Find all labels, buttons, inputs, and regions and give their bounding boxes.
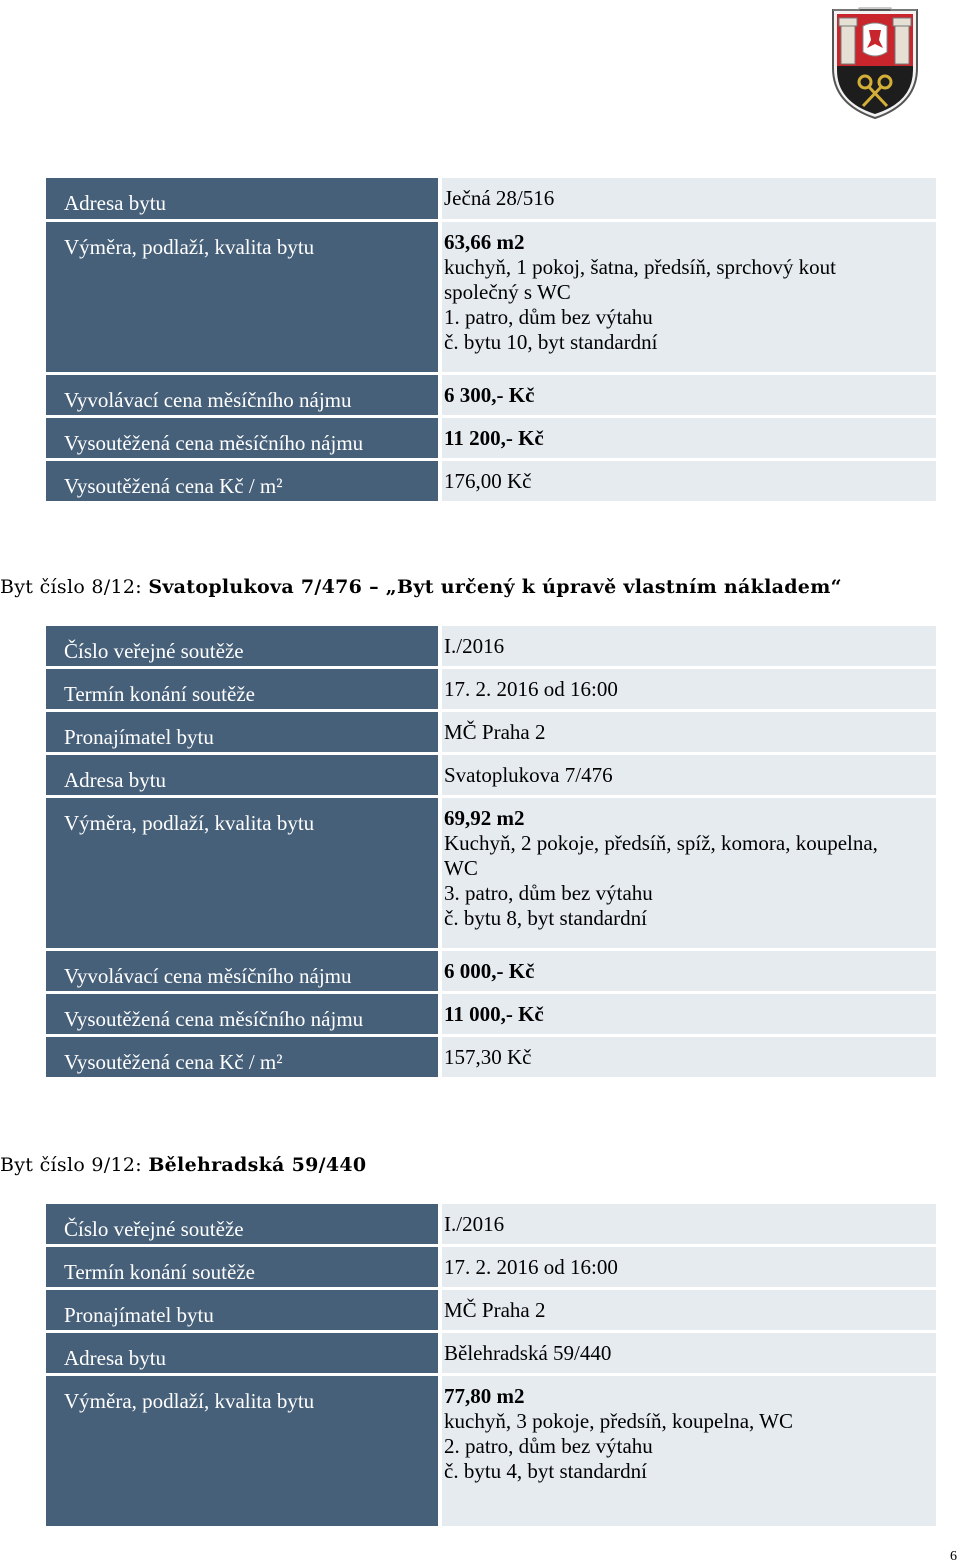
value-line: Bělehradská 59/440 xyxy=(444,1341,612,1365)
row-value xyxy=(442,1247,936,1287)
value-line: 2. patro, dům bez výtahu xyxy=(444,1434,653,1458)
info-row xyxy=(46,1290,936,1330)
info-row xyxy=(46,1247,936,1287)
row-label: Výměra, podlaží, kvalita bytu xyxy=(46,798,438,948)
value-line: kuchyň, 1 pokoj, šatna, předsíň, sprchový kout xyxy=(444,255,836,279)
row-label: Výměra, podlaží, kvalita bytu xyxy=(46,222,438,372)
value-line: 6 000,- Kč xyxy=(444,959,535,983)
value-line: kuchyň, 3 pokoje, předsíň, koupelna, WC xyxy=(444,1409,793,1433)
row-label: Vyvolávací cena měsíčního nájmu xyxy=(46,375,438,415)
page-number: 6 xyxy=(950,1549,957,1564)
apartment-info-table-1 xyxy=(46,175,936,504)
value-line: 17. 2. 2016 od 16:00 xyxy=(444,1255,618,1279)
row-value xyxy=(442,951,936,991)
info-row xyxy=(46,755,936,795)
value-line: 17. 2. 2016 od 16:00 xyxy=(444,677,618,701)
row-label: Vysoutěžená cena Kč / m² xyxy=(46,1037,438,1077)
row-value xyxy=(442,461,936,501)
row-label: Pronajímatel bytu xyxy=(46,1290,438,1330)
row-value xyxy=(442,994,936,1034)
value-line: WC xyxy=(444,856,478,880)
info-row xyxy=(46,222,936,372)
row-value xyxy=(442,222,936,372)
info-row xyxy=(46,1037,936,1077)
row-label: Číslo veřejné soutěže xyxy=(46,1204,438,1244)
row-value xyxy=(442,178,936,219)
value-line: 63,66 m2 xyxy=(444,230,525,254)
apartment-info-table-2 xyxy=(46,623,936,1080)
row-label: Vysoutěžená cena Kč / m² xyxy=(46,461,438,501)
info-row xyxy=(46,951,936,991)
row-value xyxy=(442,798,936,948)
heading-prefix: Byt číslo 9/12: xyxy=(0,1154,149,1176)
value-line: 69,92 m2 xyxy=(444,806,525,830)
value-line: 157,30 Kč xyxy=(444,1045,532,1069)
row-value xyxy=(442,626,936,666)
value-line: 11 200,- Kč xyxy=(444,426,544,450)
coat-of-arms-icon xyxy=(829,6,921,120)
heading-title: Svatoplukova 7/476 – „Byt určený k úpravě vlastním nákladem“ xyxy=(148,576,842,598)
row-label: Adresa bytu xyxy=(46,755,438,795)
info-row xyxy=(46,178,936,219)
row-value xyxy=(442,1037,936,1077)
value-line: 176,00 Kč xyxy=(444,469,532,493)
value-line: 11 000,- Kč xyxy=(444,1002,544,1026)
value-line: Kuchyň, 2 pokoje, předsíň, spíž, komora, koupelna, xyxy=(444,831,878,855)
row-value xyxy=(442,669,936,709)
info-row xyxy=(46,712,936,752)
row-label: Vysoutěžená cena měsíčního nájmu xyxy=(46,994,438,1034)
row-value xyxy=(442,1204,936,1244)
apartment-info-table-3 xyxy=(46,1201,936,1529)
row-label: Číslo veřejné soutěže xyxy=(46,626,438,666)
info-row xyxy=(46,375,936,415)
heading-prefix: Byt číslo 8/12: xyxy=(0,576,149,598)
value-line: MČ Praha 2 xyxy=(444,1298,546,1322)
info-row xyxy=(46,994,936,1034)
row-value xyxy=(442,418,936,458)
value-line: MČ Praha 2 xyxy=(444,720,546,744)
value-line: č. bytu 10, byt standardní xyxy=(444,330,658,354)
value-line: Svatoplukova 7/476 xyxy=(444,763,613,787)
row-value xyxy=(442,755,936,795)
info-row xyxy=(46,461,936,501)
value-line: 77,80 m2 xyxy=(444,1384,525,1408)
value-line: společný s WC xyxy=(444,280,571,304)
info-row xyxy=(46,669,936,709)
info-row xyxy=(46,1376,936,1526)
row-label: Pronajímatel bytu xyxy=(46,712,438,752)
info-row xyxy=(46,418,936,458)
row-label: Adresa bytu xyxy=(46,178,438,219)
info-row xyxy=(46,1333,936,1373)
row-label: Termín konání soutěže xyxy=(46,669,438,709)
row-label: Termín konání soutěže xyxy=(46,1247,438,1287)
value-line: 3. patro, dům bez výtahu xyxy=(444,881,653,905)
row-value xyxy=(442,1290,936,1330)
section-heading-8 xyxy=(0,576,842,598)
info-row xyxy=(46,798,936,948)
value-line: I./2016 xyxy=(444,634,505,658)
value-line: č. bytu 8, byt standardní xyxy=(444,906,647,930)
value-line: I./2016 xyxy=(444,1212,505,1236)
row-value xyxy=(442,1333,936,1373)
heading-title: Bělehradská 59/440 xyxy=(148,1154,367,1176)
row-value xyxy=(442,375,936,415)
row-label: Vysoutěžená cena měsíčního nájmu xyxy=(46,418,438,458)
value-line: 6 300,- Kč xyxy=(444,383,535,407)
value-line: č. bytu 4, byt standardní xyxy=(444,1459,647,1483)
row-value xyxy=(442,712,936,752)
row-label: Výměra, podlaží, kvalita bytu xyxy=(46,1376,438,1526)
row-label: Adresa bytu xyxy=(46,1333,438,1373)
section-heading-9 xyxy=(0,1154,366,1176)
info-row xyxy=(46,626,936,666)
value-line: 1. patro, dům bez výtahu xyxy=(444,305,653,329)
row-value xyxy=(442,1376,936,1526)
info-row xyxy=(46,1204,936,1244)
row-label: Vyvolávací cena měsíčního nájmu xyxy=(46,951,438,991)
value-line: Ječná 28/516 xyxy=(444,186,555,210)
